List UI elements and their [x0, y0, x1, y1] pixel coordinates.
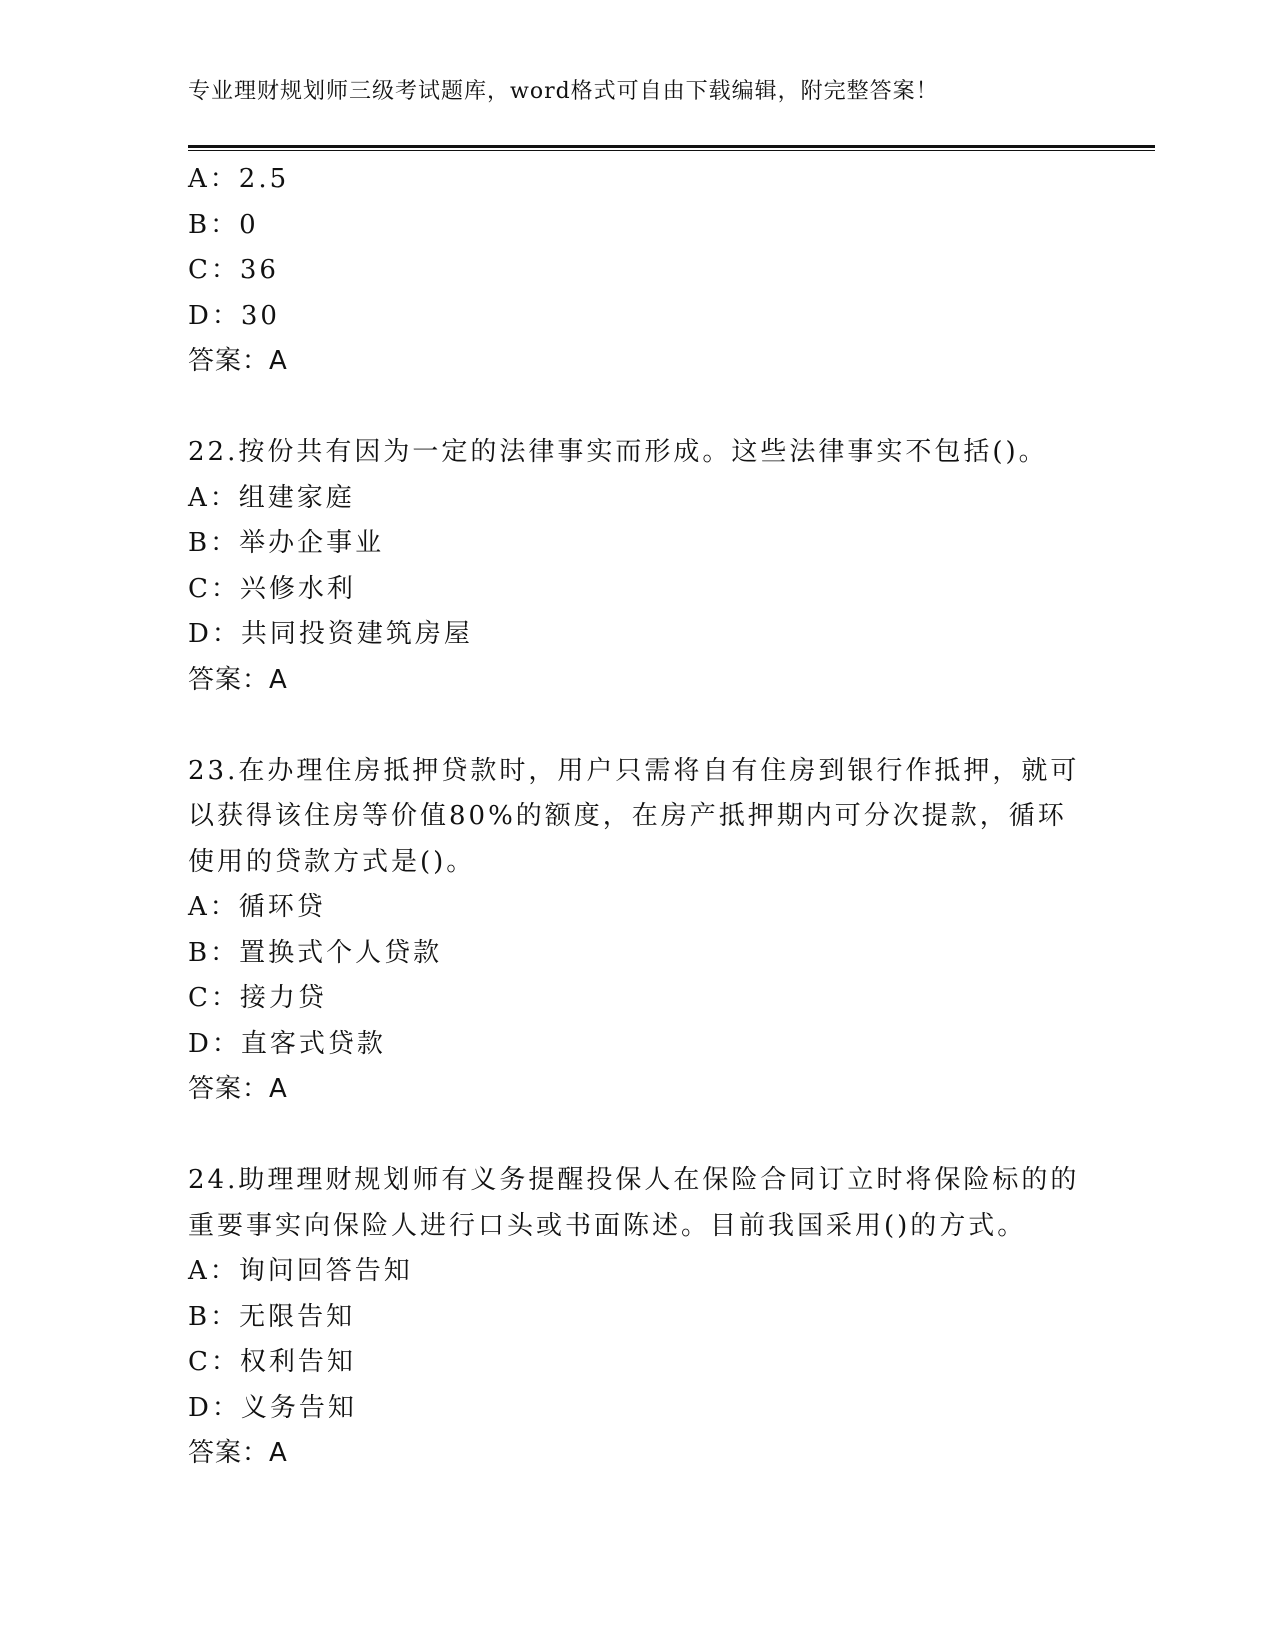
option-b: B：无限告知 — [188, 1301, 356, 1332]
option-a: A：组建家庭 — [188, 482, 355, 513]
spacer — [188, 1113, 1128, 1159]
option-c: C：权利告知 — [188, 1347, 356, 1377]
option-d: D：共同投资建筑房屋 — [188, 619, 473, 649]
option-c: C：36 — [188, 255, 279, 285]
question-24 — [188, 1158, 1128, 1477]
option-d: D：直客式贷款 — [188, 1028, 386, 1059]
option-c: C：兴修水利 — [188, 573, 356, 604]
option-b: B：0 — [188, 209, 259, 240]
option-b: B：置换式个人贷款 — [188, 937, 443, 968]
answer: 答案：A — [188, 1438, 288, 1468]
option-a: A：循环贷 — [188, 892, 326, 922]
question-22 — [188, 430, 1128, 703]
option-a: A：询问回答告知 — [188, 1256, 413, 1286]
question-21-continued — [188, 157, 1128, 385]
page-header: 专业理财规划师三级考试题库，word格式可自由下载编辑，附完整答案！ — [188, 79, 939, 104]
option-c: C：接力贷 — [188, 983, 327, 1013]
answer: 答案：A — [188, 346, 288, 376]
question-stem: 23.在办理住房抵押贷款时，用户只需将自有住房到银行作抵押，就可以获得该住房等价值80%的额度，在房产抵押期内可分次提款，循环使用的贷款方式是()。 — [188, 755, 1080, 877]
question-23 — [188, 749, 1128, 1113]
question-list — [188, 157, 1128, 1477]
spacer — [188, 385, 1128, 431]
question-stem: 22.按份共有因为一定的法律事实而形成。这些法律事实不包括()。 — [188, 437, 1048, 467]
spacer — [188, 703, 1128, 749]
option-d: D：义务告知 — [188, 1392, 357, 1423]
option-b: B：举办企事业 — [188, 528, 385, 558]
option-d: D：30 — [188, 300, 280, 331]
answer: 答案：A — [188, 664, 288, 695]
question-stem: 24.助理理财规划师有义务提醒投保人在保险合同订立时将保险标的的重要事实向保险人进行口头或书面陈述。目前我国采用()的方式。 — [188, 1165, 1080, 1241]
answer: 答案：A — [188, 1074, 288, 1104]
header-divider — [188, 145, 1155, 151]
option-a: A：2.5 — [188, 164, 290, 194]
